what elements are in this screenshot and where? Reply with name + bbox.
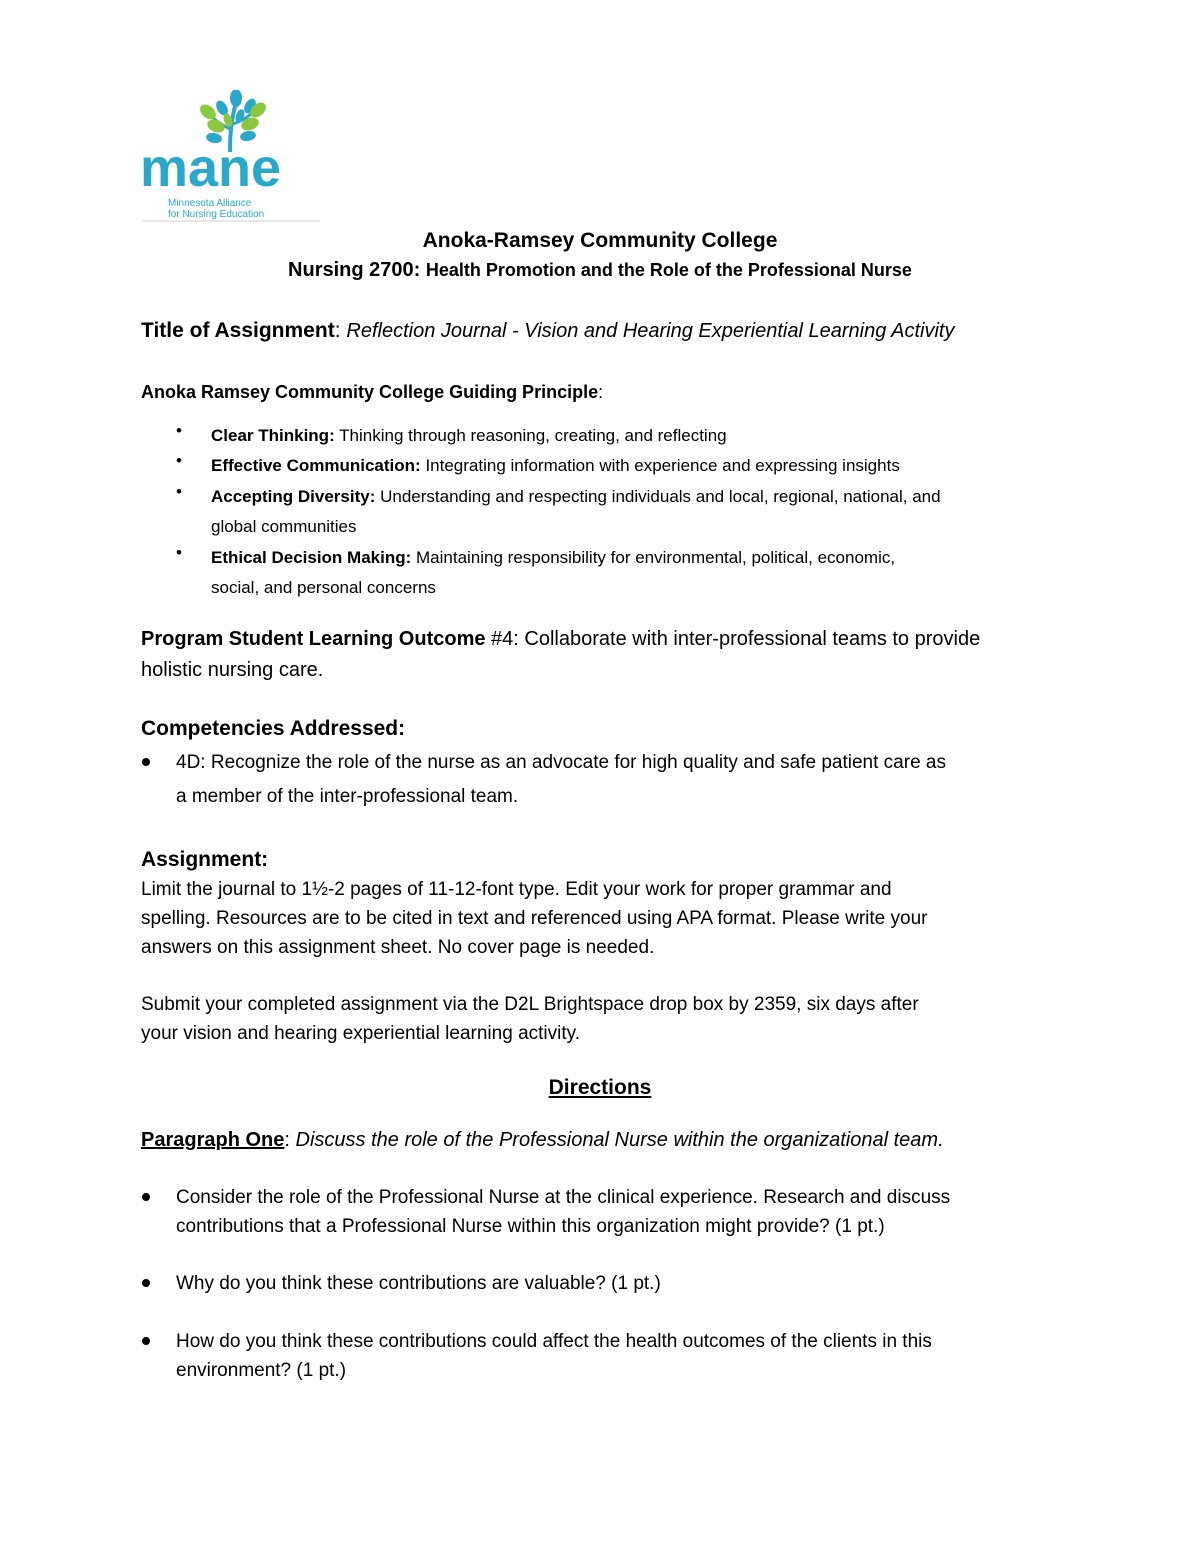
list-item: Consider the role of the Professional Nurse at the clinical experience. Research and discuss contributions that a Professional Nurse within this organization might provide? (1 pt.) bbox=[176, 1187, 951, 1237]
list-item: How do you think these contributions could affect the health outcomes of the clients in this environment? (1 pt.) bbox=[176, 1331, 932, 1381]
competencies-heading: Competencies Addressed: bbox=[141, 717, 406, 740]
bullet-icon: • bbox=[176, 421, 182, 440]
list-item: Accepting Diversity: Understanding and respecting individuals and local, regional, national, and global communities bbox=[211, 487, 941, 536]
logo-tagline-1: Minnesota Alliance bbox=[168, 198, 252, 209]
competency-item: 4D: Recognize the role of the nurse as an advocate for high quality and safe patient care as a member of the inter-professional team. bbox=[176, 752, 946, 807]
assignment-title-value: Reflection Journal - Vision and Hearing Experiential Learning Activity bbox=[346, 320, 955, 342]
mane-logo bbox=[140, 90, 322, 224]
assignment-paragraph-1: Limit the journal to 1½-2 pages of 11-12-font type. Edit your work for proper grammar and spelling. Resources are to be cited in text and referenced using APA format. Please write your answers on this assignment sheet. No cover page is needed. bbox=[141, 879, 928, 958]
course-title: Health Promotion and the Role of the Professional Nurse bbox=[425, 260, 912, 280]
course-code: Nursing 2700: bbox=[288, 259, 421, 281]
logo-tagline-2: for Nursing Education bbox=[168, 209, 265, 220]
program-outcome: Program Student Learning Outcome #4: Collaborate with inter-professional teams to provide holistic nursing care. bbox=[141, 628, 981, 681]
bullet-icon bbox=[142, 758, 150, 766]
list-item: Effective Communication: Integrating information with experience and expressing insights bbox=[211, 456, 900, 475]
logo-wordmark: mane bbox=[140, 138, 282, 198]
college-name: Anoka-Ramsey Community College bbox=[422, 229, 778, 252]
list-item: Clear Thinking: Thinking through reasoning, creating, and reflecting bbox=[211, 426, 727, 445]
assignment-heading: Assignment: bbox=[141, 848, 269, 871]
directions-heading: Directions bbox=[548, 1076, 652, 1099]
bullet-icon: • bbox=[176, 482, 182, 501]
list-item: Why do you think these contributions are valuable? (1 pt.) bbox=[176, 1273, 661, 1294]
course-heading bbox=[0, 259, 1200, 282]
paragraph-one-prompt: Paragraph One: Discuss the role of the Professional Nurse within the organizational team. bbox=[141, 1129, 944, 1151]
bullet-icon: • bbox=[176, 543, 182, 562]
bullet-icon bbox=[142, 1279, 150, 1287]
assignment-title-label: Title of Assignment bbox=[141, 319, 335, 342]
bullet-icon bbox=[142, 1337, 150, 1345]
tree-icon bbox=[140, 90, 322, 224]
assignment-paragraph-2: Submit your completed assignment via the D2L Brightspace drop box by 2359, six days after your vision and hearing experiential learning activity. bbox=[141, 994, 919, 1044]
list-item: Ethical Decision Making: Maintaining responsibility for environmental, political, economic, social, and personal concerns bbox=[211, 548, 896, 597]
bullet-icon bbox=[142, 1193, 150, 1201]
bullet-icon: • bbox=[176, 451, 182, 470]
guiding-principle-heading: Anoka Ramsey Community College Guiding Principle: bbox=[141, 382, 604, 402]
assignment-title-line: Title of Assignment: Reflection Journal - Vision and Hearing Experiential Learning Activity bbox=[141, 319, 955, 342]
